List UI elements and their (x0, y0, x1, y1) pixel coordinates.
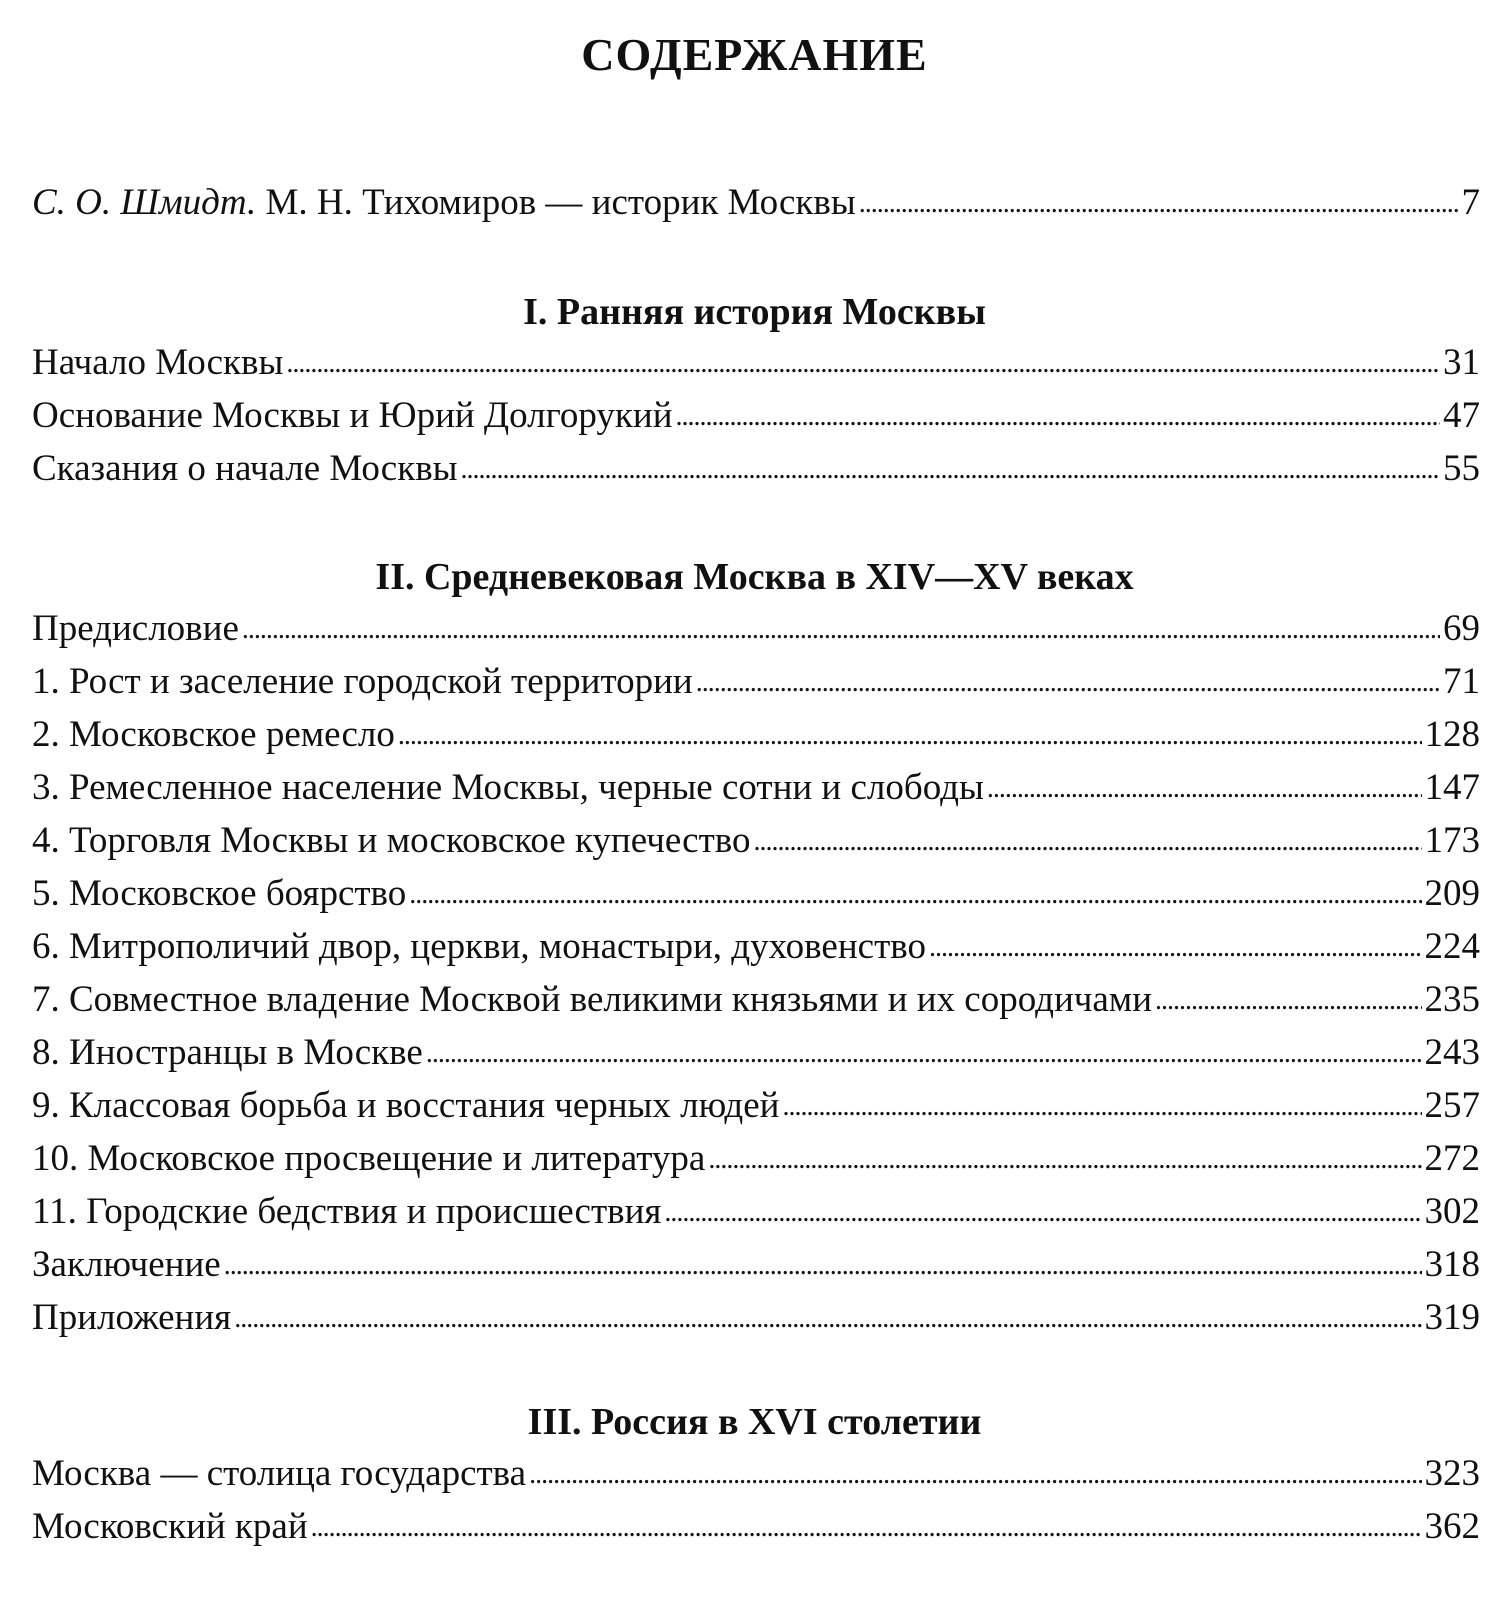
entry-title (32, 176, 856, 230)
toc-entry[interactable] (32, 1026, 1480, 1080)
entry-title: Начало Москвы (32, 342, 284, 383)
entry-page-number: 362 (1424, 1506, 1480, 1547)
entry-page-number: 173 (1424, 820, 1480, 861)
section-heading: II. Средневековая Москва в XIV—XV веках (375, 556, 1134, 598)
entry-title: 4. Торговля Москвы и московское купечество (32, 820, 751, 861)
entry-page-number: 272 (1424, 1138, 1480, 1179)
entry-title: 5. Московское боярство (32, 873, 407, 914)
entry-page-number: 318 (1424, 1244, 1480, 1285)
dot-leader (286, 334, 1440, 391)
toc-entry[interactable] (32, 920, 1480, 974)
dot-leader (1155, 971, 1421, 1028)
entry-title: 11. Городские бедствия и происшествия (32, 1191, 662, 1232)
entry-title: 8. Иностранцы в Москве (32, 1032, 423, 1073)
dot-leader (426, 1024, 1422, 1081)
entry-page-number: 128 (1424, 714, 1480, 755)
entry-title: 3. Ремесленное население Москвы, черные сотни и слободы (32, 767, 984, 808)
dot-leader (696, 653, 1440, 710)
dot-leader (242, 600, 1440, 657)
entry-page-number: 55 (1443, 448, 1480, 489)
entry-title: Московский край (32, 1506, 308, 1547)
entry-page-number: 47 (1443, 395, 1480, 436)
toc-entry[interactable] (32, 1185, 1480, 1239)
entry-page-number: 323 (1424, 1453, 1480, 1494)
entry-title: Предисловие (32, 608, 239, 649)
dot-leader (529, 1445, 1421, 1502)
entry-page-number: 7 (1461, 182, 1480, 223)
toc-entry[interactable] (32, 1079, 1480, 1133)
entry-page-number: 235 (1424, 979, 1480, 1020)
entry-title-text: М. Н. Тихомиров — историк Москвы (265, 182, 856, 223)
toc-entry[interactable] (32, 973, 1480, 1027)
entry-title: 9. Классовая борьба и восстания черных людей (32, 1085, 780, 1126)
entry-page-number: 319 (1424, 1297, 1480, 1338)
dot-leader (409, 865, 1421, 922)
entry-title: Основание Москвы и Юрий Долгорукий (32, 395, 673, 436)
toc-entry[interactable] (32, 336, 1480, 390)
entry-title: Приложения (32, 1297, 232, 1338)
dot-leader (664, 1183, 1421, 1240)
section-heading: III. Россия в XVI столетии (527, 1401, 982, 1443)
dot-leader (224, 1236, 1422, 1293)
toc-entry[interactable] (32, 814, 1480, 868)
entry-page-number: 71 (1443, 661, 1480, 702)
toc-entry[interactable] (32, 655, 1480, 709)
entry-page-number: 243 (1424, 1032, 1480, 1073)
entry-page-number: 302 (1424, 1191, 1480, 1232)
entry-title: Сказания о начале Москвы (32, 448, 458, 489)
entry-title: 6. Митрополичий двор, церкви, монастыри, духовенство (32, 926, 926, 967)
toc-entry-intro[interactable] (32, 176, 1480, 230)
dot-leader (311, 1498, 1422, 1555)
entry-page-number: 209 (1424, 873, 1480, 914)
dot-leader (929, 918, 1422, 975)
entry-title: Москва — столица государства (32, 1453, 527, 1494)
entry-title: 2. Московское ремесло (32, 714, 395, 755)
toc-entry[interactable] (32, 1447, 1480, 1501)
toc-entry[interactable] (32, 1238, 1480, 1292)
dot-leader (708, 1130, 1421, 1187)
toc-entry[interactable] (32, 708, 1480, 762)
entry-title: 1. Рост и заселение городской территории (32, 661, 693, 702)
dot-leader (676, 387, 1441, 444)
entry-title: 10. Московское просвещение и литература (32, 1138, 706, 1179)
dot-leader (461, 440, 1440, 497)
page-title: СОДЕРЖАНИЕ (581, 29, 928, 80)
entry-author: С. О. Шмидт. (32, 182, 257, 223)
entry-title: Заключение (32, 1244, 221, 1285)
toc-entry[interactable] (32, 389, 1480, 443)
dot-leader (398, 706, 1422, 763)
entry-page-number: 31 (1443, 342, 1480, 383)
toc-entry[interactable] (32, 867, 1480, 921)
dot-leader (987, 759, 1422, 816)
dot-leader (234, 1289, 1421, 1346)
toc-entry[interactable] (32, 761, 1480, 815)
dot-leader (753, 812, 1421, 869)
entry-page-number: 224 (1424, 926, 1480, 967)
dot-leader (859, 174, 1459, 231)
toc-entry[interactable] (32, 442, 1480, 496)
entry-page-number: 147 (1424, 767, 1480, 808)
toc-entry[interactable] (32, 1291, 1480, 1345)
entry-title: 7. Совместное владение Москвой великими князьями и их сородичами (32, 979, 1153, 1020)
toc-entry[interactable] (32, 1132, 1480, 1186)
entry-page-number: 69 (1443, 608, 1480, 649)
entry-page-number: 257 (1424, 1085, 1480, 1126)
dot-leader (782, 1077, 1421, 1134)
section-heading: I. Ранняя история Москвы (523, 291, 986, 333)
toc-entry[interactable] (32, 1500, 1480, 1554)
toc-entry[interactable] (32, 602, 1480, 656)
